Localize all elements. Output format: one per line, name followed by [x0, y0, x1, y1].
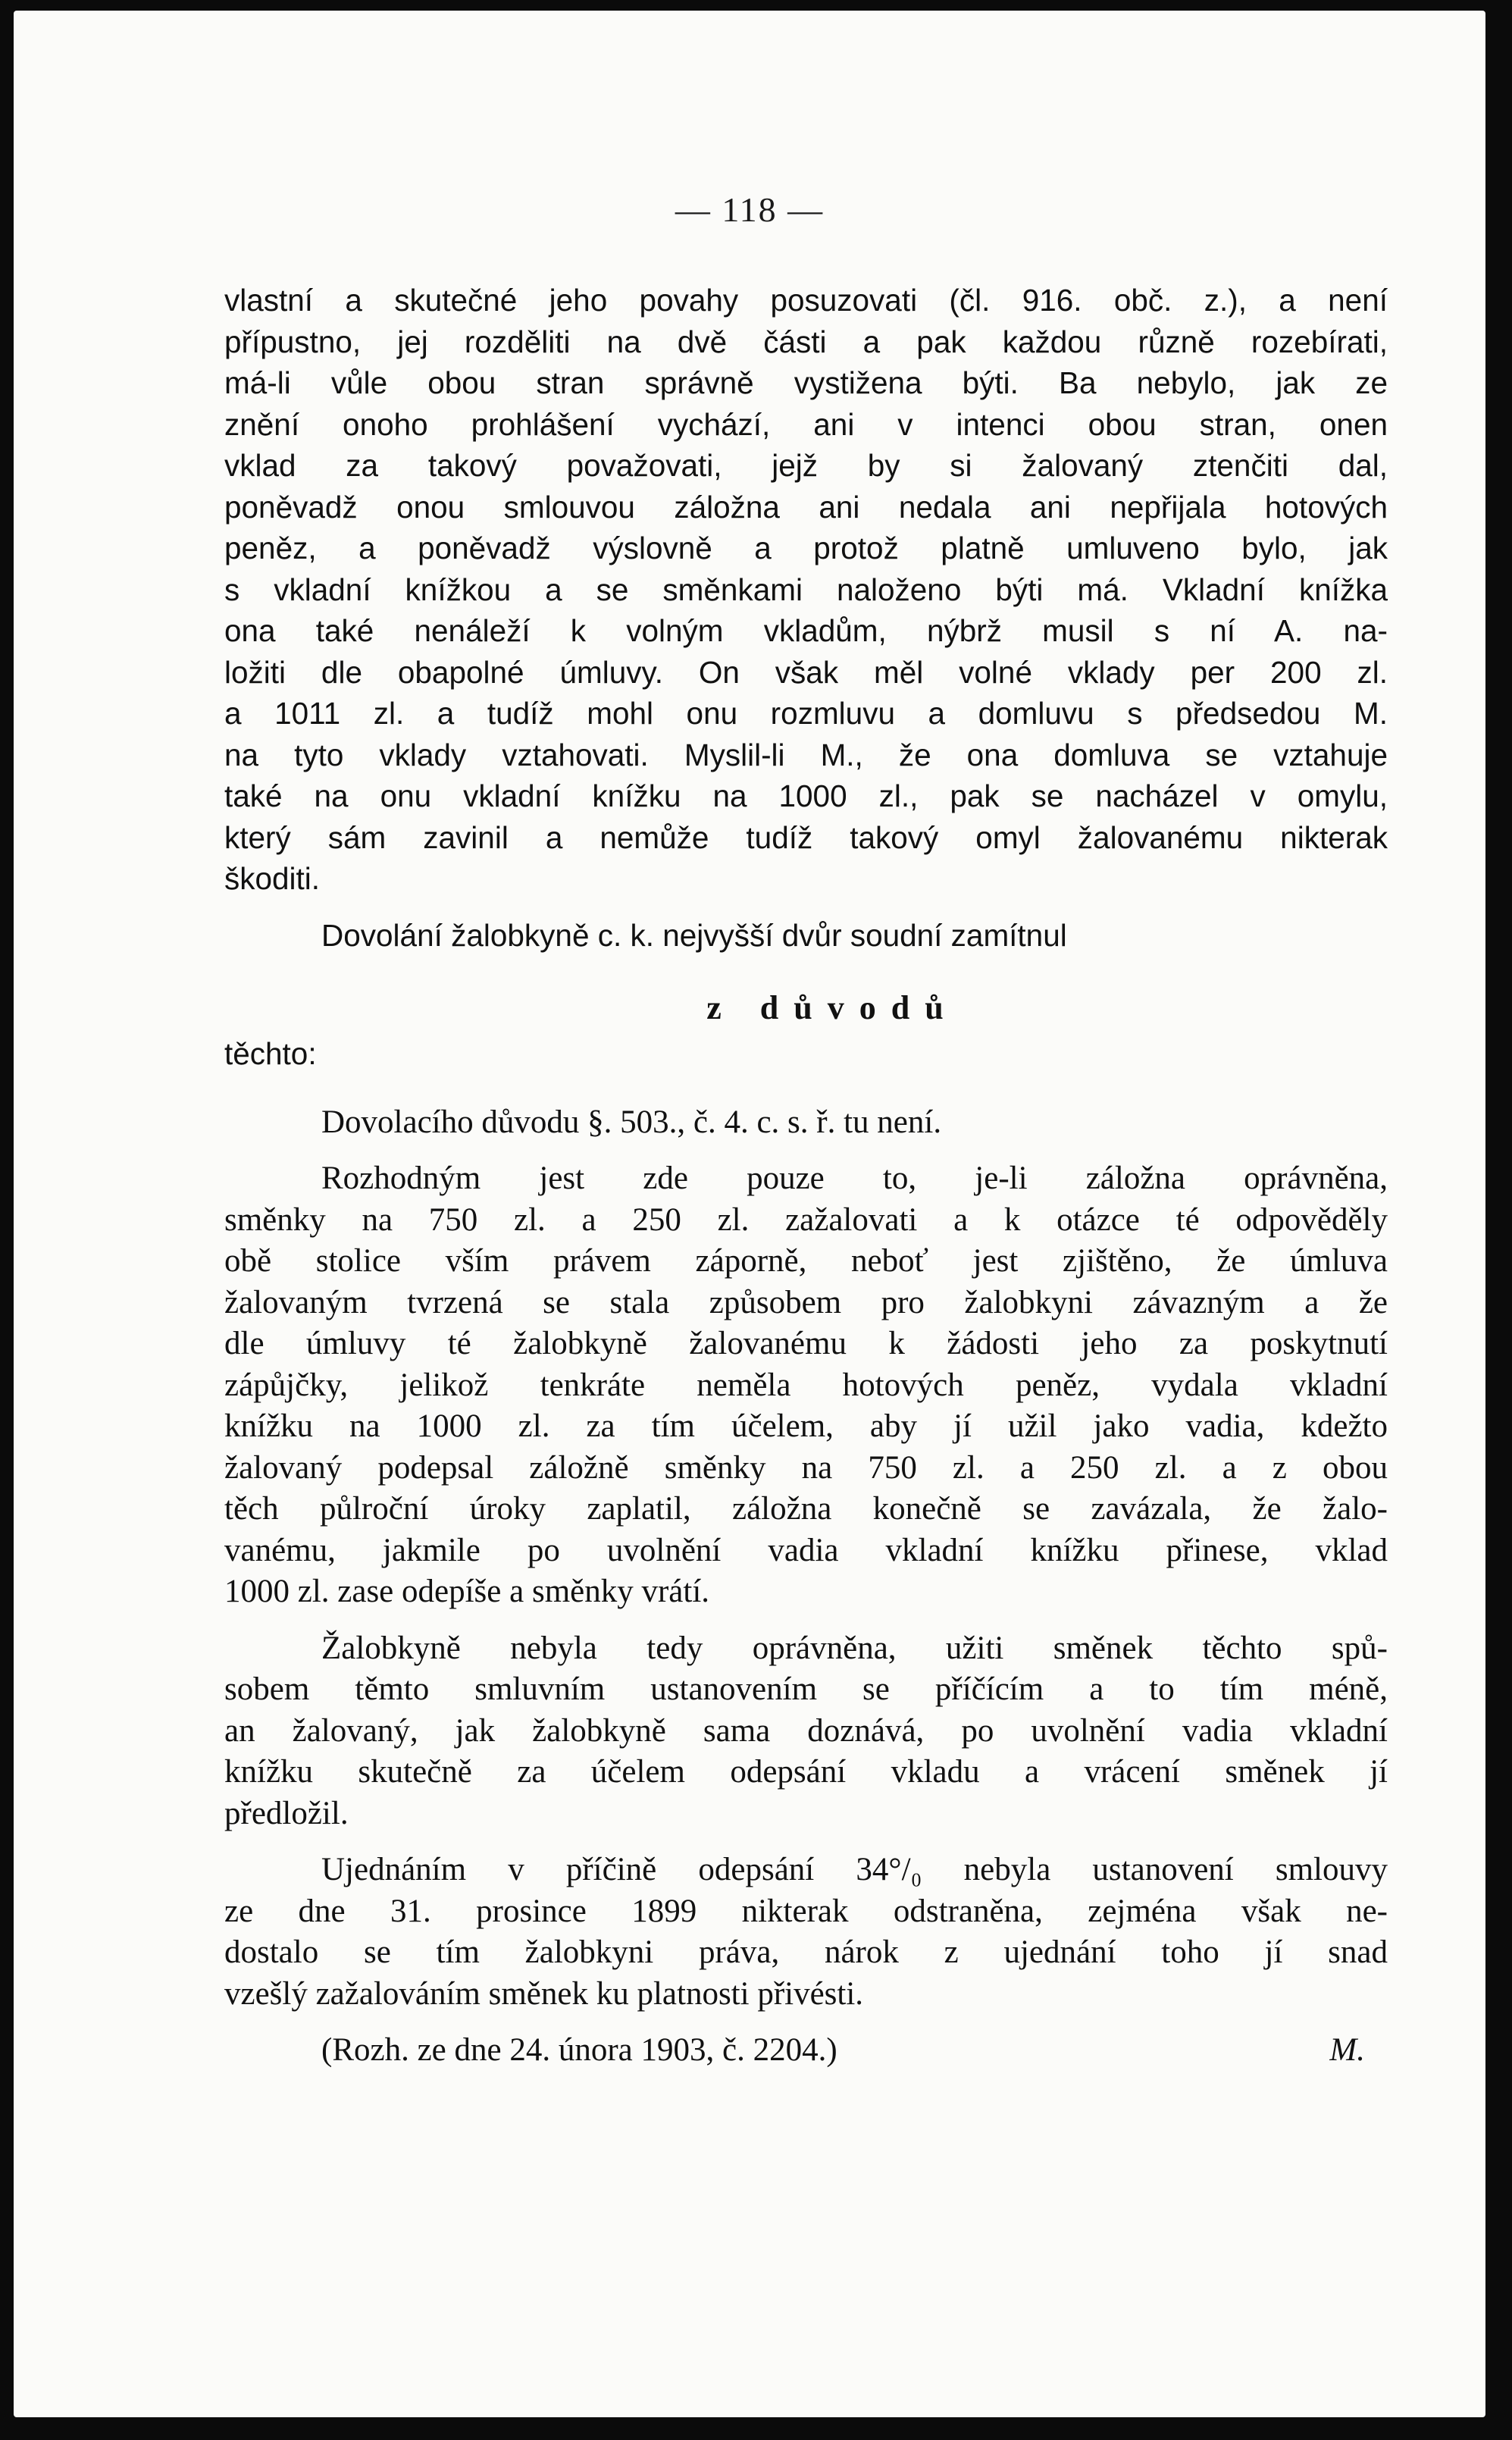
text-line: ona také nenáleží k volným vkladům, nýbrž musil s ní A. na- — [224, 613, 1388, 648]
text-line: vzešlý zažalováním směnek ku platnosti přivésti. — [224, 1975, 864, 2012]
text-line: dle úmluvy té žalobkyně žalovanému k žádosti jeho za poskytnutí — [224, 1326, 1388, 1361]
spacer — [224, 1834, 1388, 1850]
text-line: vlastní a skutečné jeho povahy posuzovati (čl. 916. obč. z.), a není — [224, 283, 1388, 318]
paragraph-2 — [224, 1158, 1388, 1613]
decision-line: Dovolání žalobkyně c. k. nejvyšší dvůr soudní zamítnul — [321, 917, 1067, 953]
book-page — [14, 11, 1485, 2417]
spacer — [224, 900, 1388, 915]
text-line: Ujednáním v příčině odepsání 34°/₀ nebyla ustanovení smlouvy — [321, 1852, 1388, 1887]
page-number: — 118 — — [675, 190, 825, 229]
text-line: znění onoho prohlášení vychází, ani v intenci obou stran, onen — [224, 406, 1388, 442]
text-line: má-li vůle obou stran správně vystižena býti. Ba nebylo, jak ze — [224, 365, 1388, 400]
text-line: zápůjčky, jelikož tenkráte neměla hotových peněz, vydala vkladní — [224, 1367, 1388, 1403]
citation: (Rozh. ze dne 24. února 1903, č. 2204.) — [321, 2032, 837, 2068]
text-line: který sám zavinil a nemůže tudíž takový omyl žalovanému nikterak — [224, 819, 1388, 855]
lead-word: těchto: — [224, 1036, 317, 1071]
spacer — [224, 1613, 1388, 1628]
text-line: těch půlroční úroky zaplatil, záložna konečně se zavázala, že žalo- — [224, 1491, 1388, 1527]
text-line: také na onu vkladní knížku na 1000 zl., pak se nacházel v omylu, — [224, 778, 1388, 813]
text-line: knížku skutečně za účelem odepsání vkladu a vrácení směnek jí — [224, 1754, 1388, 1790]
text-line: 1000 zl. zase odepíše a směnky vrátí. — [224, 1574, 710, 1609]
text-line: žalovaný podepsal záložně směnky na 750 zl. a 250 zl. a z obou — [224, 1449, 1388, 1486]
author-initial: M. — [1329, 2032, 1365, 2068]
text-line: a 1011 zl. a tudíž mohl onu rozmluvu a domluvu s předsedou M. — [224, 696, 1388, 731]
text-line: an žalovaný, jak žalobkyně sama doznává, po uvolnění vadia vkladní — [224, 1712, 1388, 1749]
spacer — [224, 1143, 1388, 1158]
text-line: žalovaným tvrzená se stala způsobem pro žalobkyni závazným a že — [224, 1284, 1388, 1320]
text-line: předložil. — [224, 1795, 349, 1831]
text-line: vklad za takový považovati, jejž by si žalovaný ztenčiti dal, — [224, 448, 1388, 483]
text-line: ložiti dle obapolné úmluvy. On však měl volné vklady per 200 zl. — [224, 654, 1388, 690]
text-line: vanému, jakmile po uvolnění vadia vkladní knížku přinese, vklad — [224, 1532, 1388, 1568]
text-line: poněvadž onou smlouvou záložna ani nedala ani nepřijala hotových — [224, 489, 1388, 525]
text-line: knížku na 1000 zl. za tím účelem, aby jí užil jako vadia, kdežto — [224, 1408, 1388, 1444]
text-line: dostalo se tím žalobkyni práva, nárok z ujednání toho jí snad — [224, 1934, 1388, 1970]
page-body — [224, 280, 1388, 2072]
text-line: Rozhodným jest zde pouze to, je-li záložna oprávněna, — [321, 1160, 1388, 1196]
text-line: na tyto vklady vztahovati. Myslil-li M., že ona domluva se vztahuje — [224, 737, 1388, 772]
paragraph-1 — [224, 280, 1388, 900]
spacer — [224, 1075, 1388, 1102]
spacer — [224, 2015, 1388, 2030]
text-line: škoditi. — [224, 861, 321, 896]
text-line: peněz, a poněvadž výslovně a protož platně umluveno bylo, jak — [224, 531, 1388, 565]
paragraph-4 — [224, 1850, 1388, 2015]
citation-row — [224, 2030, 1388, 2072]
paragraph-3 — [224, 1628, 1388, 1835]
ground-line: Dovolacího důvodu §. 503., č. 4. c. s. ř. tu není. — [321, 1104, 942, 1140]
text-line: Žalobkyně nebyla tedy oprávněna, užiti směnek těchto spů- — [321, 1630, 1388, 1666]
text-line: s vkladní knížkou a se směnkami naloženo býti má. Vkladní knížka — [224, 572, 1388, 607]
text-line: směnky na 750 zl. a 250 zl. zažalovati a k otázce té odpověděly — [224, 1201, 1388, 1238]
text-line: ze dne 31. prosince 1899 nikterak odstraněna, zejména však ne- — [224, 1893, 1388, 1929]
text-line: přípustno, jej rozděliti na dvě části a pak každou různě rozebírati, — [224, 324, 1388, 359]
text-line: obě stolice vším právem záporně, neboť jest zjištěno, že úmluva — [224, 1243, 1388, 1279]
text-line: sobem těmto smluvním ustanovením se příčícím a to tím méně, — [224, 1671, 1388, 1707]
section-heading: z důvodů — [706, 989, 959, 1026]
